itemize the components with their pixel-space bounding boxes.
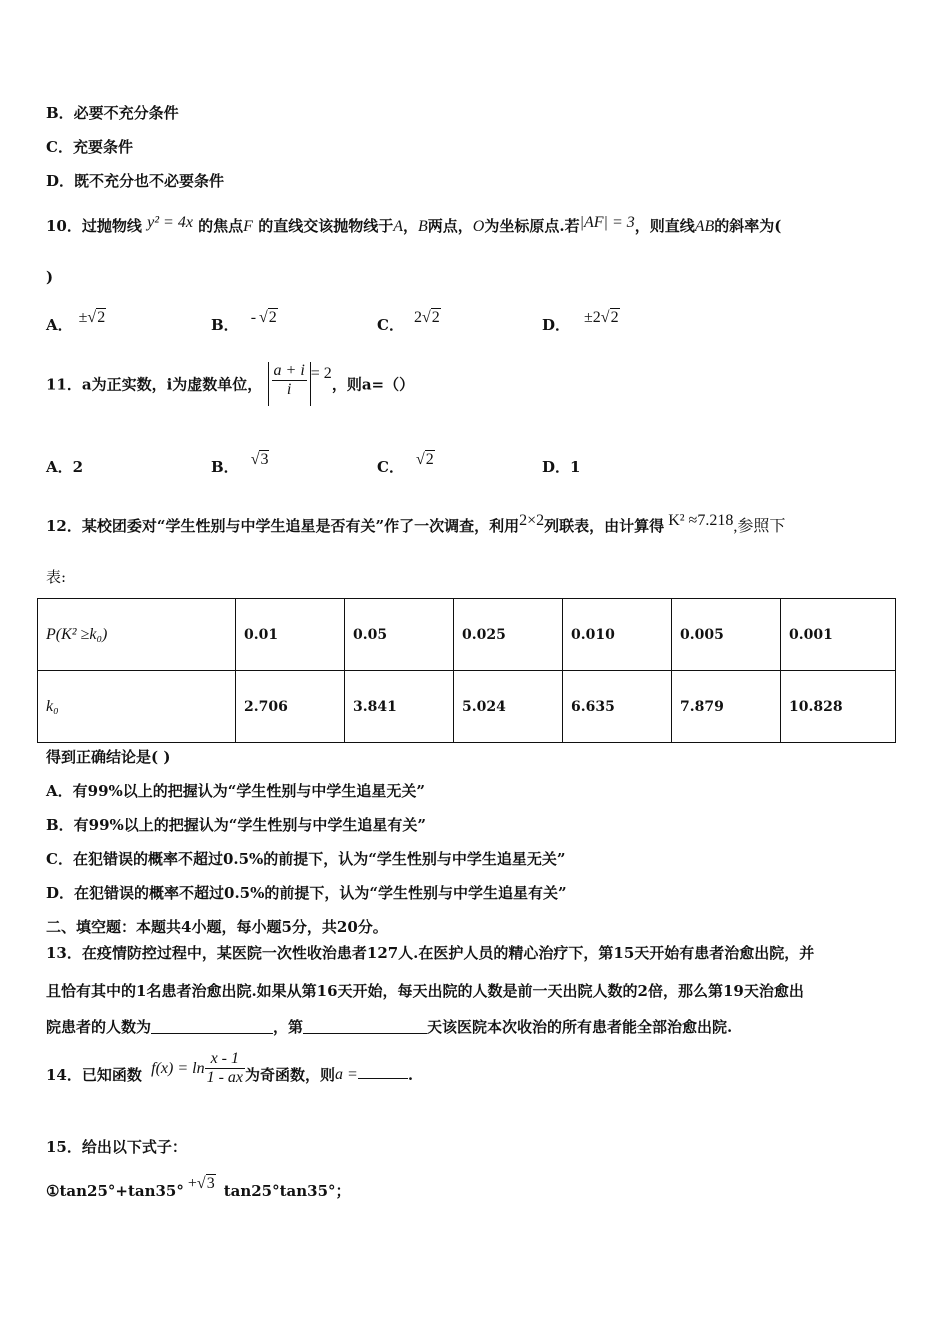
q15-text: ①tan25°+tan35° [46, 1182, 184, 1200]
table-cell: 0.001 [781, 599, 896, 671]
table-cell: 10.828 [781, 671, 896, 743]
q11-option-b [211, 448, 269, 476]
q14-text: . [407, 1065, 414, 1084]
q12-text: 某校团委对“学生性别与中学生追星是否有关”作了一次调查，利用 [81, 517, 520, 535]
q10-text: 为坐标原点.若 [484, 217, 580, 235]
radicand: 2 [268, 309, 277, 326]
denominator: i [286, 381, 292, 398]
sqrt: √2 [87, 309, 106, 326]
option-label: C． [377, 458, 404, 476]
table-cell: 5.024 [454, 671, 563, 743]
table-cell: 3.841 [345, 671, 454, 743]
table-header-cell [38, 671, 236, 743]
radicand: 3 [260, 451, 269, 468]
q14-text: 为奇函数，则 [245, 1066, 336, 1084]
q12-option-b: B．有99%以上的把握认为“学生性别与中学生追星有关” [46, 816, 427, 834]
answer-blank[interactable] [303, 1033, 427, 1034]
q14-text: 已知函数 [81, 1066, 142, 1084]
option-label: C． [377, 316, 404, 334]
q10-text: 的斜率为( [714, 217, 782, 235]
option-value: ±2 [584, 309, 601, 326]
option-label: A． [46, 316, 73, 334]
q13-line1: 13．在疫情防控过程中，某医院一次性收治患者127人.在医护人员的精心治疗下，第15天开始有患者治愈出院，并 [46, 944, 815, 962]
table-row [38, 599, 896, 671]
q14-number: 14． [46, 1066, 82, 1084]
q13-line2: 且恰有其中的1名患者治愈出院.如果从第16天开始，每天出院的人数是前一天出院人数的2倍，那么第19天治愈出 [46, 982, 804, 1000]
radicand: 2 [431, 309, 440, 326]
numerator: a + i [273, 362, 305, 379]
q10-point-b: B [418, 218, 428, 235]
q11-eq: = 2 [310, 365, 332, 382]
radicand: 2 [97, 309, 106, 326]
q10-line-ab: AB [694, 218, 715, 235]
q10-option-b [211, 306, 278, 334]
table-cell: 0.025 [454, 599, 563, 671]
q10-close-paren: ) [46, 268, 54, 286]
critical-value-table [37, 598, 896, 743]
q12-text-table: 表: [46, 568, 67, 586]
q14-stem [46, 1050, 413, 1087]
q13-text: 天该医院本次收治的所有患者能全部治愈出院. [427, 1018, 733, 1036]
q10-af-eq: |AF| = 3 [579, 214, 635, 231]
sqrt: √2 [259, 309, 277, 326]
radicand: 2 [425, 451, 434, 468]
q9-option-c: C．充要条件 [46, 138, 133, 156]
table-cell: 0.01 [236, 599, 345, 671]
q13-text: 院患者的人数为 [46, 1018, 152, 1036]
sqrt: √2 [415, 451, 434, 468]
q11-abs [268, 362, 311, 406]
q14-var-a: a = [335, 1065, 358, 1083]
table-row [38, 671, 896, 743]
q15-text: tan25°tan35°； [223, 1182, 351, 1200]
q12-k2-value: K² ≈7.218 [668, 512, 734, 529]
option-value: 2 [413, 309, 422, 326]
q10-point-a: A [393, 218, 403, 235]
q12-number: 12． [46, 517, 82, 535]
q12-stem [46, 512, 785, 536]
table-cell: 2.706 [236, 671, 345, 743]
q10-text: ， [402, 217, 418, 235]
q10-stem [46, 214, 781, 236]
q14-fraction [205, 1050, 245, 1087]
q13-line3 [46, 1016, 732, 1037]
q14-function: f(x) = ln [151, 1059, 205, 1077]
q15-plus: + [187, 1175, 197, 1192]
option-value: - [250, 309, 257, 326]
q11-stem [46, 362, 414, 406]
q10-number: 10． [46, 217, 82, 235]
q10-text: ，则直线 [634, 217, 695, 235]
table-cell: 0.005 [672, 599, 781, 671]
q13-text: ，第 [273, 1018, 304, 1036]
q10-focus: F [243, 218, 253, 235]
q12-2x2: 2×2 [519, 512, 545, 529]
q11-option-d: D．1 [542, 458, 581, 476]
q15-title: 15．给出以下式子： [46, 1138, 187, 1156]
q9-option-b: B．必要不充分条件 [46, 104, 179, 122]
denominator: 1 - ax [206, 1069, 244, 1086]
option-label: B． [211, 458, 239, 476]
q12-conclusion: 得到正确结论是( ) [46, 748, 171, 766]
option-value: ± [78, 309, 88, 326]
cell-text: k₀ [46, 697, 59, 715]
q11-fraction [272, 362, 307, 399]
table-header-cell [38, 599, 236, 671]
sqrt: √3 [196, 1175, 215, 1192]
q11-option-c [377, 448, 435, 476]
option-label: D． [542, 316, 571, 334]
answer-blank[interactable] [151, 1033, 273, 1034]
sqrt: √3 [250, 451, 269, 468]
q11-option-a: A．2 [46, 458, 84, 476]
q10-origin: O [472, 218, 485, 235]
q9-option-d: D．既不充分也不必要条件 [46, 172, 225, 190]
q10-option-c [377, 306, 441, 334]
cell-text: P(K² ≥k₀) [46, 625, 108, 643]
q10-text: 过抛物线 [81, 217, 142, 235]
table-cell: 7.879 [672, 671, 781, 743]
q10-option-d [542, 306, 620, 334]
answer-blank[interactable] [358, 1078, 408, 1079]
q12-option-d: D．在犯错误的概率不超过0.5%的前提下，认为“学生性别与中学生追星有关” [46, 884, 567, 902]
q11-number: 11． [46, 375, 82, 394]
q11-text: ，则a=（） [331, 375, 415, 394]
table-cell: 0.010 [563, 599, 672, 671]
option-label: B． [211, 316, 239, 334]
table-cell: 6.635 [563, 671, 672, 743]
section-title: 二、填空题：本题共4小题，每小题5分，共20分。 [46, 918, 388, 936]
table-cell: 0.05 [345, 599, 454, 671]
q15-item-1 [46, 1172, 351, 1200]
radicand: 3 [206, 1175, 215, 1192]
q12-option-a: A．有99%以上的把握认为“学生性别与中学生追星无关” [46, 782, 426, 800]
q11-text: a为正实数，i为虚数单位， [81, 375, 263, 394]
q10-option-a [46, 306, 106, 334]
q12-option-c: C．在犯错误的概率不超过0.5%的前提下，认为“学生性别与中学生追星无关” [46, 850, 566, 868]
q12-text: 列联表，由计算得 [544, 517, 665, 535]
q10-text: 的直线交该抛物线于 [258, 217, 394, 235]
q12-text: ,参照下 [733, 518, 786, 535]
sqrt: √2 [600, 309, 619, 326]
q10-parabola-eq: y² = 4x [147, 214, 193, 231]
q10-text: 两点， [427, 217, 473, 235]
numerator: x - 1 [205, 1050, 245, 1069]
q10-text: 的焦点 [198, 217, 244, 235]
radicand: 2 [610, 309, 619, 326]
sqrt: √2 [421, 309, 440, 326]
